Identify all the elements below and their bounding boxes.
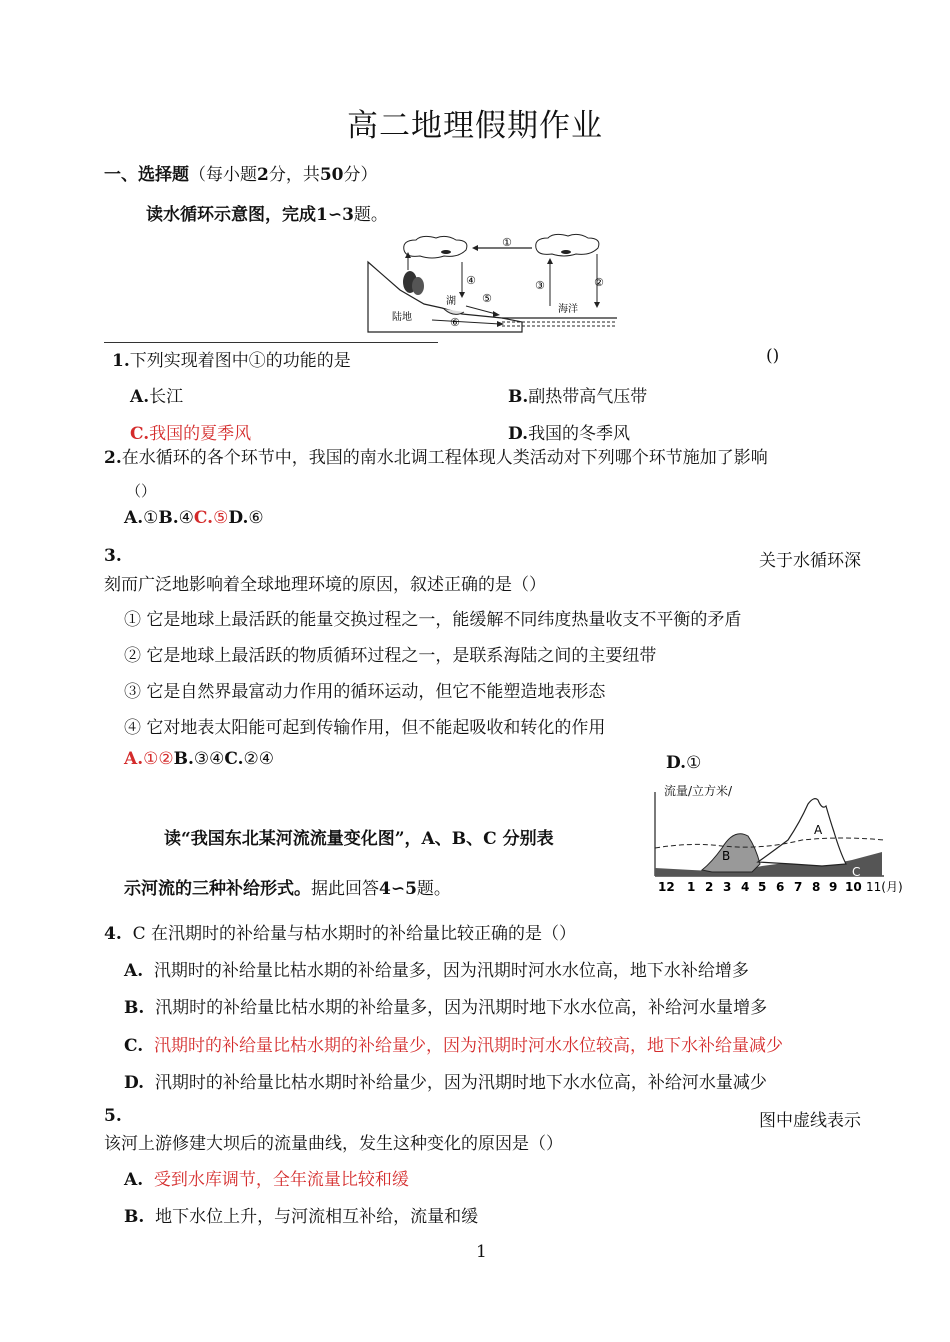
label-5: ⑤: [482, 292, 492, 305]
q2-bracket: （）: [126, 482, 157, 500]
arrow-head: [459, 292, 465, 298]
intro-2-range: 4∽5: [379, 879, 417, 899]
q5-stem-right: 图中虚线表示: [759, 1111, 861, 1131]
dam-flow-curve: [655, 838, 884, 848]
q1-num: 1.: [112, 351, 130, 371]
arrow-head: [472, 245, 478, 251]
rain-icon: [441, 250, 451, 254]
label-2: ②: [594, 276, 604, 289]
month-tick: 11(月): [866, 880, 903, 894]
q1-option-b-letter: B.: [508, 387, 529, 407]
q2-option-a-text[interactable]: ①: [143, 508, 159, 528]
q3-stem-right: 关于水循环深: [759, 551, 861, 571]
q2-stem-text: 在水循环的各个环节中，我国的南水北调工程体现人类活动对下列哪个环节施加了影响: [121, 448, 768, 468]
rain-icon: [561, 250, 571, 254]
month-tick: 7: [794, 880, 803, 894]
q2-option-b-text[interactable]: ④: [178, 508, 194, 528]
q5-option-a-text: 受到水库调节，全年流量比较和缓: [153, 1170, 409, 1190]
q4-option-c-text: 汛期时的补给量比枯水期的补给量少，因为汛期时河水水位较高，地下水补给量减少: [153, 1036, 783, 1056]
q3-option-d-text: ①: [686, 753, 702, 773]
tree-icon: [412, 277, 424, 295]
q3-statement-3: ③ 它是自然界最富动力作用的循环运动，但它不能塑造地表形态: [124, 682, 606, 702]
intro-1: [146, 200, 388, 225]
q2-options: [124, 508, 264, 528]
section-heading-text: 一、选择题: [104, 165, 189, 185]
arrow-head: [547, 258, 553, 264]
series-a-area: [758, 799, 846, 866]
series-b-label: B: [722, 849, 731, 863]
river-flow-chart: [652, 792, 903, 896]
page-title: 高二地理假期作业: [347, 108, 603, 144]
flow-chart-ylabel: 流量/立方米/: [664, 784, 733, 798]
section-note-mid: 分，共: [268, 165, 320, 185]
label-land: 陆地: [392, 312, 412, 323]
q2-option-c-letter[interactable]: C.: [193, 508, 214, 528]
month-tick: 6: [776, 880, 785, 894]
q3-option-d-letter: D.: [666, 753, 687, 773]
intro-2-line-1: 读“我国东北某河流流量变化图”，A、B、C 分别表: [164, 829, 554, 849]
label-4: ④: [466, 274, 476, 287]
section-note-n2: 50: [319, 165, 344, 185]
q3-option-b-letter[interactable]: B.: [173, 749, 194, 769]
series-b-area: [702, 834, 760, 872]
divider-line: [104, 342, 438, 343]
month-tick: 5: [758, 880, 767, 894]
q4-option-d[interactable]: [124, 1068, 767, 1093]
q1-stem: [112, 346, 351, 371]
q3-option-c-text[interactable]: ②④: [243, 749, 275, 769]
month-tick: 8: [812, 880, 821, 894]
q2-num: 2.: [104, 448, 122, 468]
q5-option-b-text: 地下水位上升，与河流相互补给，流量和缓: [155, 1207, 479, 1227]
q3-statement-2: ② 它是地球上最活跃的物质循环过程之一，是联系海陆之间的主要纽带: [124, 646, 657, 666]
arrow-head: [493, 311, 500, 317]
cloud-land-icon: [404, 236, 467, 258]
q1-option-a-letter: A.: [130, 387, 150, 407]
q3-option-b-text[interactable]: ③④: [193, 749, 225, 769]
intro-1-bold: 读水循环示意图，完成: [146, 205, 316, 225]
q5-option-a[interactable]: [124, 1165, 409, 1190]
q4-option-d-letter: D.: [124, 1073, 145, 1093]
q2-stem: [104, 443, 768, 468]
label-1: ①: [502, 236, 512, 249]
q2-option-d-text[interactable]: ⑥: [248, 508, 264, 528]
intro-2-tail: 据此回答: [311, 879, 379, 899]
q5-num: 5.: [104, 1106, 122, 1126]
q1-stem-text: 下列实现着图中①的功能的是: [129, 351, 351, 371]
q4-stem-text: C 在汛期时的补给量与枯水期时的补给量比较正确的是（）: [132, 924, 576, 944]
q4-option-b-letter: B.: [124, 998, 145, 1018]
q3-stem-cont: 刻而广泛地影响着全球地理环境的原因，叙述正确的是（）: [104, 575, 546, 595]
month-tick: 12: [658, 880, 675, 894]
q3-statement-1: ① 它是地球上最活跃的能量交换过程之一，能缓解不同纬度热量收支不平衡的矛盾: [124, 610, 742, 630]
intro-1-tail: 题。: [353, 205, 388, 225]
month-tick: 4: [741, 880, 750, 894]
q4-option-a-letter: A.: [124, 961, 144, 981]
q2-option-a-letter[interactable]: A.: [124, 508, 144, 528]
q3-statement-4: ④ 它对地表太阳能可起到传输作用，但不能起吸收和转化的作用: [124, 718, 606, 738]
q4-option-c-letter: C.: [124, 1036, 144, 1056]
q5-option-b[interactable]: [124, 1202, 478, 1227]
q1-option-a-text: 长江: [149, 387, 184, 407]
month-tick: 10: [845, 880, 862, 894]
intro-2-line-2: [124, 874, 451, 899]
intro-1-range: 1∽3: [316, 205, 354, 225]
arrow-5: [466, 306, 496, 314]
q1-option-b-text: 副热带高气压带: [528, 387, 648, 407]
q5-option-b-letter: B.: [124, 1207, 145, 1227]
q3-option-a-text[interactable]: ①②: [143, 749, 174, 769]
q5-option-a-letter: A.: [124, 1170, 144, 1190]
page-number: 1: [476, 1242, 487, 1262]
q1-option-a[interactable]: [130, 382, 183, 407]
q1-option-b[interactable]: [508, 382, 647, 407]
q1-option-d-letter: D.: [508, 424, 529, 444]
section-note-close: 分）: [343, 165, 378, 185]
q5-stem-cont: 该河上游修建大坝后的流量曲线，发生这种变化的原因是（）: [104, 1134, 563, 1154]
series-c-label: C: [852, 865, 861, 879]
q1-option-d-text: 我国的冬季风: [528, 424, 631, 444]
q1-option-c[interactable]: [130, 419, 251, 444]
q1-option-c-letter: C.: [130, 424, 150, 444]
section-note-n1: 2: [257, 165, 269, 185]
q1-option-d[interactable]: [508, 419, 630, 444]
label-sea: 海洋: [558, 304, 578, 315]
q3-num: 3.: [104, 546, 122, 566]
q3-options: [124, 749, 274, 769]
month-tick: 2: [705, 880, 714, 894]
q4-option-b-text: 汛期时的补给量比枯水期的补给量多，因为汛期时地下水水位高，补给河水量增多: [155, 998, 768, 1018]
q4-num: 4.: [104, 924, 122, 944]
q3-option-a-letter[interactable]: A.: [124, 749, 144, 769]
q4-option-c[interactable]: [124, 1031, 783, 1056]
q2-option-d-letter[interactable]: D.: [228, 508, 249, 528]
label-3: ③: [535, 279, 545, 292]
q4-stem: [104, 919, 576, 944]
q2-option-c-text[interactable]: ⑤: [213, 508, 229, 528]
intro-2-end: 题。: [416, 879, 451, 899]
q2-option-b-letter[interactable]: B.: [158, 508, 179, 528]
q4-option-a-text: 汛期时的补给量比枯水期的补给量多，因为汛期时河水水位高，地下水补给增多: [153, 961, 749, 981]
water-cycle-figure: [362, 234, 620, 332]
section-note: （每小题: [189, 165, 257, 185]
month-tick: 1: [687, 880, 696, 894]
q4-option-a[interactable]: [124, 956, 749, 981]
q3-option-d[interactable]: [666, 753, 702, 773]
label-lake: 湖: [446, 296, 456, 307]
q1-option-c-text: 我国的夏季风: [149, 424, 252, 444]
q4-option-b[interactable]: [124, 993, 767, 1018]
q3-option-c-letter[interactable]: C.: [224, 749, 244, 769]
intro-2-bold: 示河流的三种补给形式。: [124, 879, 311, 899]
section-heading: [104, 160, 378, 185]
month-tick: 9: [829, 880, 838, 894]
q1-bracket: (): [766, 346, 780, 366]
q4-option-d-text: 汛期时的补给量比枯水期时补给量少，因为汛期时地下水水位高，补给河水量减少: [154, 1073, 767, 1093]
month-tick: 3: [723, 880, 732, 894]
label-6: ⑥: [450, 316, 460, 329]
arrow-head: [594, 302, 600, 308]
series-a-label: A: [814, 823, 823, 837]
